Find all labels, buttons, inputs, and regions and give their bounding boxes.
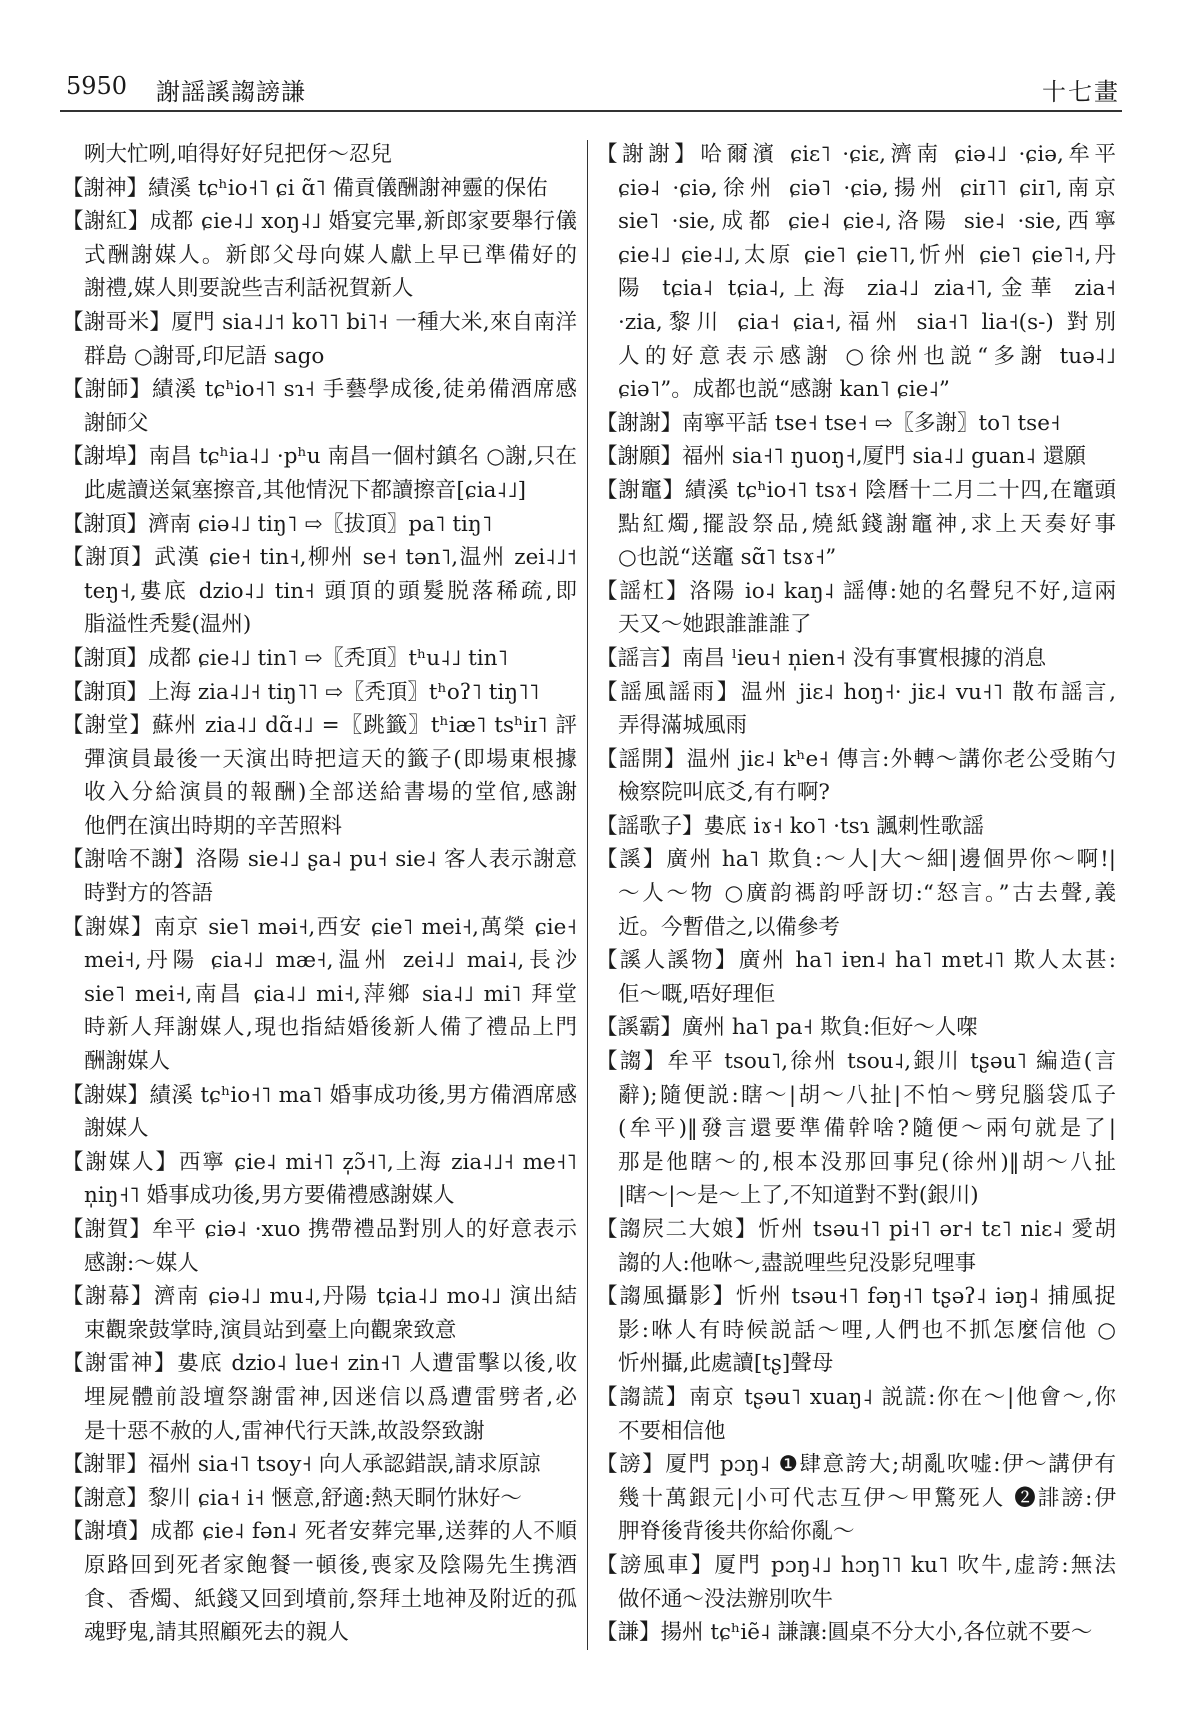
dictionary-entry: [596, 1448, 1116, 1549]
entry-headline: 【謝賀】牟平 ɕiə˨ ·xuo 携帶禮品對別人的好意表示: [62, 1217, 577, 1242]
entry-headline: 【謡言】南昌 ˡieu˧ n̩ien˧ 没有事實根據的消息: [596, 645, 1047, 671]
left-column: [62, 138, 577, 1650]
entry-line: 式酬謝媒人。新郎父母向媒人獻上早已準備好的: [84, 242, 577, 268]
entry-headline: 【謑】廣州 ha˥ 欺負:～人|大～細|邊個畀你～啊!|: [596, 847, 1116, 873]
entry-line: ～人～物 ○廣韵禡韵呼訝切:“怒言。”古去聲,義: [618, 881, 1116, 907]
dictionary-entry: [596, 843, 1116, 944]
entry-line: ·zia,黎川 ɕia˧ ɕia˧,福州 sia˧˥ lia˧(s-) 對別: [618, 309, 1116, 335]
dictionary-entry: [62, 1079, 577, 1146]
entry-line: 佢～嘅,唔好理佢: [618, 981, 776, 1007]
stroke-section: 十七畫: [1042, 78, 1120, 106]
entry-headline: 【謑人謑物】廣州 ha˥ iɐn˨ ha˥ mɐt˨˥ 欺人太甚:: [596, 948, 1116, 974]
dictionary-entry: [62, 541, 577, 642]
dictionary-entry: [596, 944, 1116, 1011]
entry-headline: 【謗風車】厦門 pɔŋ˨˩ hɔŋ˥˥ ku˥ 吹牛,虚誇:無法: [596, 1552, 1116, 1578]
dictionary-entry: [596, 138, 1116, 407]
entry-headline: 【謝紅】成都 ɕie˨˩ xoŋ˨˩ 婚宴完畢,新郎家要舉行儀: [62, 209, 577, 235]
dictionary-entry: [62, 306, 577, 373]
dictionary-entry: [596, 1549, 1116, 1616]
running-header: [66, 72, 1120, 106]
dictionary-entry: [62, 1146, 577, 1213]
entry-line: 咧大忙咧,咱得好好兒把伢～忍兒: [84, 142, 392, 167]
entry-line: 他們在演出時期的辛苦照料: [84, 813, 343, 839]
entry-line: 食、香燭、紙錢又回到墳前,祭拜土地神及附近的孤: [84, 1586, 577, 1612]
entry-line: 謅的人:他咻～,盡説哩些兒没影兒哩事: [618, 1250, 977, 1276]
entry-headline: 【謡歌子】婁底 iɤ˧ ko˥ ·tsɿ 諷刺性歌謡: [596, 813, 984, 839]
dictionary-entry: [596, 743, 1116, 810]
entry-headline: 【謝堂】蘇州 zia˨˩ dɑ̃˨˩ =〖跳籤〗tʰiæ˥ tsʰiɪ˥ 評: [62, 713, 577, 739]
entry-line: 幾十萬銀元|小可代志互伊～甲驚死人 ❷誹謗:伊: [618, 1485, 1116, 1511]
entry-headline: 【謝頂】武漢 ɕie˧ tin˧,柳州 se˧ tən˥,温州 zei˨˩˦: [62, 545, 577, 571]
entry-line: 謝師父: [84, 410, 149, 436]
dictionary-entry: [596, 642, 1116, 676]
entry-headline: 【謅屄二大娘】忻州 tsəu˧˥ pi˧˥ ər˧ tɛ˥ niɛ˨ 愛胡: [596, 1217, 1116, 1242]
header-characters: 謝謡謑謅謗謙: [156, 78, 306, 106]
entry-headline: 【謝意】黎川 ɕia˧ i˧ 愜意,舒適:熱天眮竹牀好～: [62, 1485, 522, 1511]
entry-headline: 【謝竈】績溪 tɕʰio˧˥ tsɤ˧ 陰曆十二月二十四,在竈頭: [596, 477, 1116, 503]
dictionary-entry: [62, 709, 577, 843]
entry-line: 點紅燭,擺設祭品,燒紙錢謝竈神,求上天奏好事: [618, 511, 1116, 537]
entry-line: 收入分給演員的報酬)全部送給書場的堂倌,感謝: [84, 780, 577, 806]
dictionary-entry: [596, 440, 1116, 474]
entry-line: 忻州攝,此處讀[tʂ]聲母: [618, 1351, 834, 1377]
entry-headline: 【謝頂】成都 ɕie˨˩ tin˥ ⇨〖秃頂〗tʰu˨˩ tin˥: [62, 645, 509, 671]
entry-line: 埋屍體前設壇祭謝雷神,因迷信以爲遭雷劈者,必: [84, 1384, 577, 1410]
entry-line: 時新人拜謝媒人,現也指結婚後新人備了禮品上門: [84, 1015, 577, 1041]
entry-line: 弄得滿城風雨: [618, 713, 748, 739]
entry-line: 胛脊後背後共你給你亂～: [618, 1519, 855, 1545]
dictionary-entry: [62, 1347, 577, 1448]
entry-line: 人的好意表示感謝 ○徐州也説“多謝 tuə˨˩: [618, 343, 1116, 369]
dictionary-entry: [62, 172, 577, 206]
column-divider: [587, 140, 588, 1650]
entry-headline: 【謝媒人】西寧 ɕie˨ mi˧˥ z̩ɔ̃˧˥,上海 zia˨˩˧ me˧˥: [62, 1149, 577, 1175]
entry-headline: 【謅風攝影】忻州 tsəu˧˥ fəŋ˧˥ tʂəʔ˨ iəŋ˨ 捕風捉: [596, 1284, 1116, 1310]
entry-line: 時對方的答語: [84, 881, 214, 907]
entry-line: 影:咻人有時候説話～哩,人們也不抓怎麼信他 ○: [618, 1317, 1116, 1343]
dictionary-entry: [62, 1482, 577, 1516]
dictionary-entry: [62, 642, 577, 676]
entry-headline: 【謙】揚州 tɕʰiẽ˨ 謙讓:圓桌不分大小,各位就不要～: [596, 1620, 1093, 1646]
entry-line: 原路回到死者家飽餐一頓後,喪家及陰陽先生携酒: [84, 1552, 577, 1578]
entry-headline: 【謅】牟平 tsou˥,徐州 tsou˨,銀川 tʂəu˥ 編造(言: [596, 1049, 1116, 1075]
dictionary-entry: [62, 373, 577, 440]
entry-headline: 【謗】厦門 pɔŋ˨ ❶肆意誇大;胡亂吹嘘:伊～講伊有: [596, 1452, 1116, 1478]
entry-line: 此處讀送氣塞擦音,其他情況下都讀擦音[ɕia˨˩]: [84, 477, 527, 503]
entry-line: 束觀衆鼓掌時,演員站到臺上向觀衆致意: [84, 1317, 457, 1343]
entry-headline: 【謝啥不謝】洛陽 sie˨˩ ʂa˨ pu˧ sie˨ 客人表示謝意: [62, 847, 577, 873]
entry-line: 彈演員最後一天演出時把這天的籤子(即場東根據: [84, 746, 577, 772]
entry-headline: 【謡開】温州 jiɛ˨ kʰe˧ 傳言:外轉～講你老公受賄勺: [596, 746, 1116, 772]
dictionary-entry: [62, 676, 577, 710]
entry-headline: 【謝神】績溪 tɕʰio˧˥ ɕi ɑ̃˥ 備貢儀酬謝神靈的保佑: [62, 175, 548, 201]
entry-line: 脂溢性秃髮(温州): [84, 612, 252, 638]
dictionary-entry: [62, 1515, 577, 1649]
entry-headline: 【謑霸】廣州 ha˥ pa˧ 欺負:佢好～人㗎: [596, 1015, 978, 1041]
entry-headline: 【謝師】績溪 tɕʰio˧˥ sɿ˧ 手藝學成後,徒弟備酒席感: [62, 377, 577, 403]
entry-headline: 【謅謊】南京 tʂəu˥ xuaŋ˨ 説謊:你在～|他會～,你: [596, 1384, 1116, 1410]
entry-line: n̩iŋ˧˥ 婚事成功後,男方要備禮感謝媒人: [84, 1183, 455, 1209]
dictionary-entry: [62, 1213, 577, 1280]
entry-line: 做伓通～没法辦別吹牛: [618, 1586, 834, 1612]
dictionary-entry: [596, 810, 1116, 844]
entry-headline: 【謝幕】濟南 ɕiə˨˩ mu˨,丹陽 tɕia˨˩ mo˨˩ 演出結: [62, 1284, 577, 1310]
entry-line: 群島 ○謝哥,印尼語 sago: [84, 343, 325, 369]
header-rule: [60, 110, 1122, 112]
entry-line: 魂野鬼,請其照顧死去的親人: [84, 1620, 349, 1646]
dictionary-entry: [596, 1213, 1116, 1280]
dictionary-entry: [596, 1381, 1116, 1448]
entry-line: mei˧,丹陽 ɕia˨˩ mæ˧,温州 zei˨˩ mai˨,長沙: [84, 948, 577, 974]
entry-line: (牟平)‖發言還要準備幹啥?隨便～兩句就是了|: [618, 1116, 1116, 1142]
entry-line: 檢察院叫底爻,有冇啊?: [618, 780, 830, 806]
entry-line: sie˥ ·sie,成都 ɕie˨ ɕie˨,洛陽 sie˨ ·sie,西寧: [618, 209, 1116, 235]
entry-headline: 【謝媒】南京 sie˥ məi˧,西安 ɕie˥ mei˧,萬榮 ɕie˧: [62, 914, 577, 940]
dictionary-entry: [596, 1011, 1116, 1045]
entry-headline: 【謝頂】上海 zia˨˩˧ tiŋ˥˥ ⇨〖秃頂〗tʰoʔ˥ tiŋ˥˥: [62, 679, 540, 705]
entry-line: sie˥ mei˧,南昌 ɕia˨˩ mi˧,萍鄉 sia˨˩ mi˥ 拜堂: [84, 981, 577, 1007]
entry-line: |瞎～|～是～上了,不知道對不對(銀川): [618, 1183, 979, 1209]
dictionary-entry: [596, 676, 1116, 743]
entry-headline: 【謝哥米】厦門 sia˨˩˦ ko˥˥ bi˥˧ 一種大米,來自南洋: [62, 309, 577, 335]
dictionary-entry: [596, 1616, 1116, 1650]
entry-line: 酬謝媒人: [84, 1049, 171, 1075]
entry-line: 近。今暫借之,以備參考: [618, 914, 840, 940]
dictionary-entry: [62, 843, 577, 910]
entry-line: 感謝:～媒人: [84, 1250, 199, 1276]
entry-continuation: [62, 138, 577, 172]
entry-line: 謝媒人: [84, 1116, 149, 1142]
entry-line: 謝禮,媒人則要說些吉利話祝賀新人: [84, 276, 414, 302]
entry-line: ɕie˨˩ ɕie˨˩,太原 ɕie˥ ɕie˥˥,忻州 ɕie˥ ɕie˥˧,丹: [618, 242, 1116, 268]
entry-line: 是十惡不赦的人,雷神代行天誅,故設祭致謝: [84, 1418, 485, 1444]
entry-headline: 【謝埠】南昌 tɕʰia˨˩ ·pʰu 南昌一個村鎮名 ○謝,只在: [62, 444, 577, 470]
entry-headline: 【謝頂】濟南 ɕiə˨˩ tiŋ˥ ⇨〖拔頂〗pa˥ tiŋ˥: [62, 511, 493, 537]
entry-headline: 【謝願】福州 sia˧˥ ŋuoŋ˧,厦門 sia˨˩ guan˨ 還願: [596, 444, 1086, 470]
entry-headline: 【謝謝】哈爾濱 ɕiɛ˥ ·ɕiɛ,濟南 ɕiə˨˩ ·ɕiə,牟平: [596, 142, 1116, 167]
dictionary-entry: [596, 407, 1116, 441]
entry-headline: 【謝媒】績溪 tɕʰio˧˥ ma˥ 婚事成功後,男方備酒席感: [62, 1082, 577, 1108]
dictionary-entry: [62, 911, 577, 1079]
dictionary-entry: [62, 508, 577, 542]
entry-line: 不要相信他: [618, 1418, 726, 1444]
entry-line: teŋ˧,婁底 dzio˨˩ tin˧ 頭頂的頭髮脱落稀疏,即: [84, 578, 577, 604]
entry-line: ɕiə˨ ·ɕiə,徐州 ɕiə˥ ·ɕiə,揚州 ɕiɪ˥˥ ɕiɪ˥,南京: [618, 175, 1116, 201]
entry-line: ○也説“送竈 sɑ̃˥ tsɤ˧”: [618, 545, 837, 571]
right-column: [596, 138, 1116, 1650]
dictionary-entry: [62, 1448, 577, 1482]
entry-headline: 【謡風謡雨】温州 jiɛ˨ hoŋ˧· jiɛ˨ vu˧˥ 散布謡言,: [596, 679, 1116, 705]
entry-headline: 【謡杠】洛陽 io˨ kaŋ˨ 謡傳:她的名聲兒不好,這兩: [596, 578, 1116, 604]
dictionary-entry: [596, 575, 1116, 642]
dictionary-entry: [596, 474, 1116, 575]
entry-headline: 【謝謝】南寧平話 tse˧ tse˧ ⇨〖多謝〗to˥ tse˧: [596, 410, 1061, 436]
page-number: 5950: [66, 72, 128, 100]
entry-line: 天又～她跟誰誰誰了: [618, 612, 812, 638]
dictionary-entry: [62, 440, 577, 507]
entry-line: 陽 tɕia˨ tɕia˨,上海 zia˨˩ zia˧˥,金華 zia˧: [618, 276, 1116, 302]
entry-headline: 【謝雷神】婁底 dzio˨ lue˧ zin˧˥ 人遭雷擊以後,收: [62, 1351, 577, 1377]
dictionary-entry: [596, 1280, 1116, 1381]
entry-headline: 【謝墳】成都 ɕie˨ fən˨ 死者安葬完畢,送葬的人不順: [62, 1519, 577, 1545]
entry-line: 那是他瞎～的,根本没那回事兒(徐州)‖胡～八扯: [618, 1149, 1116, 1175]
entry-headline: 【謝罪】福州 sia˧˥ tsoy˧ 向人承認錯誤,請求原諒: [62, 1452, 541, 1478]
entry-line: 辭);隨便説:瞎～|胡～八扯|不怕～劈兒腦袋瓜子: [618, 1082, 1116, 1108]
entry-line: ɕiə˥”。成都也説“感謝 kan˥ ɕie˨”: [618, 377, 950, 403]
dictionary-entry: [62, 1280, 577, 1347]
dictionary-entry: [596, 1045, 1116, 1213]
dictionary-entry: [62, 205, 577, 306]
